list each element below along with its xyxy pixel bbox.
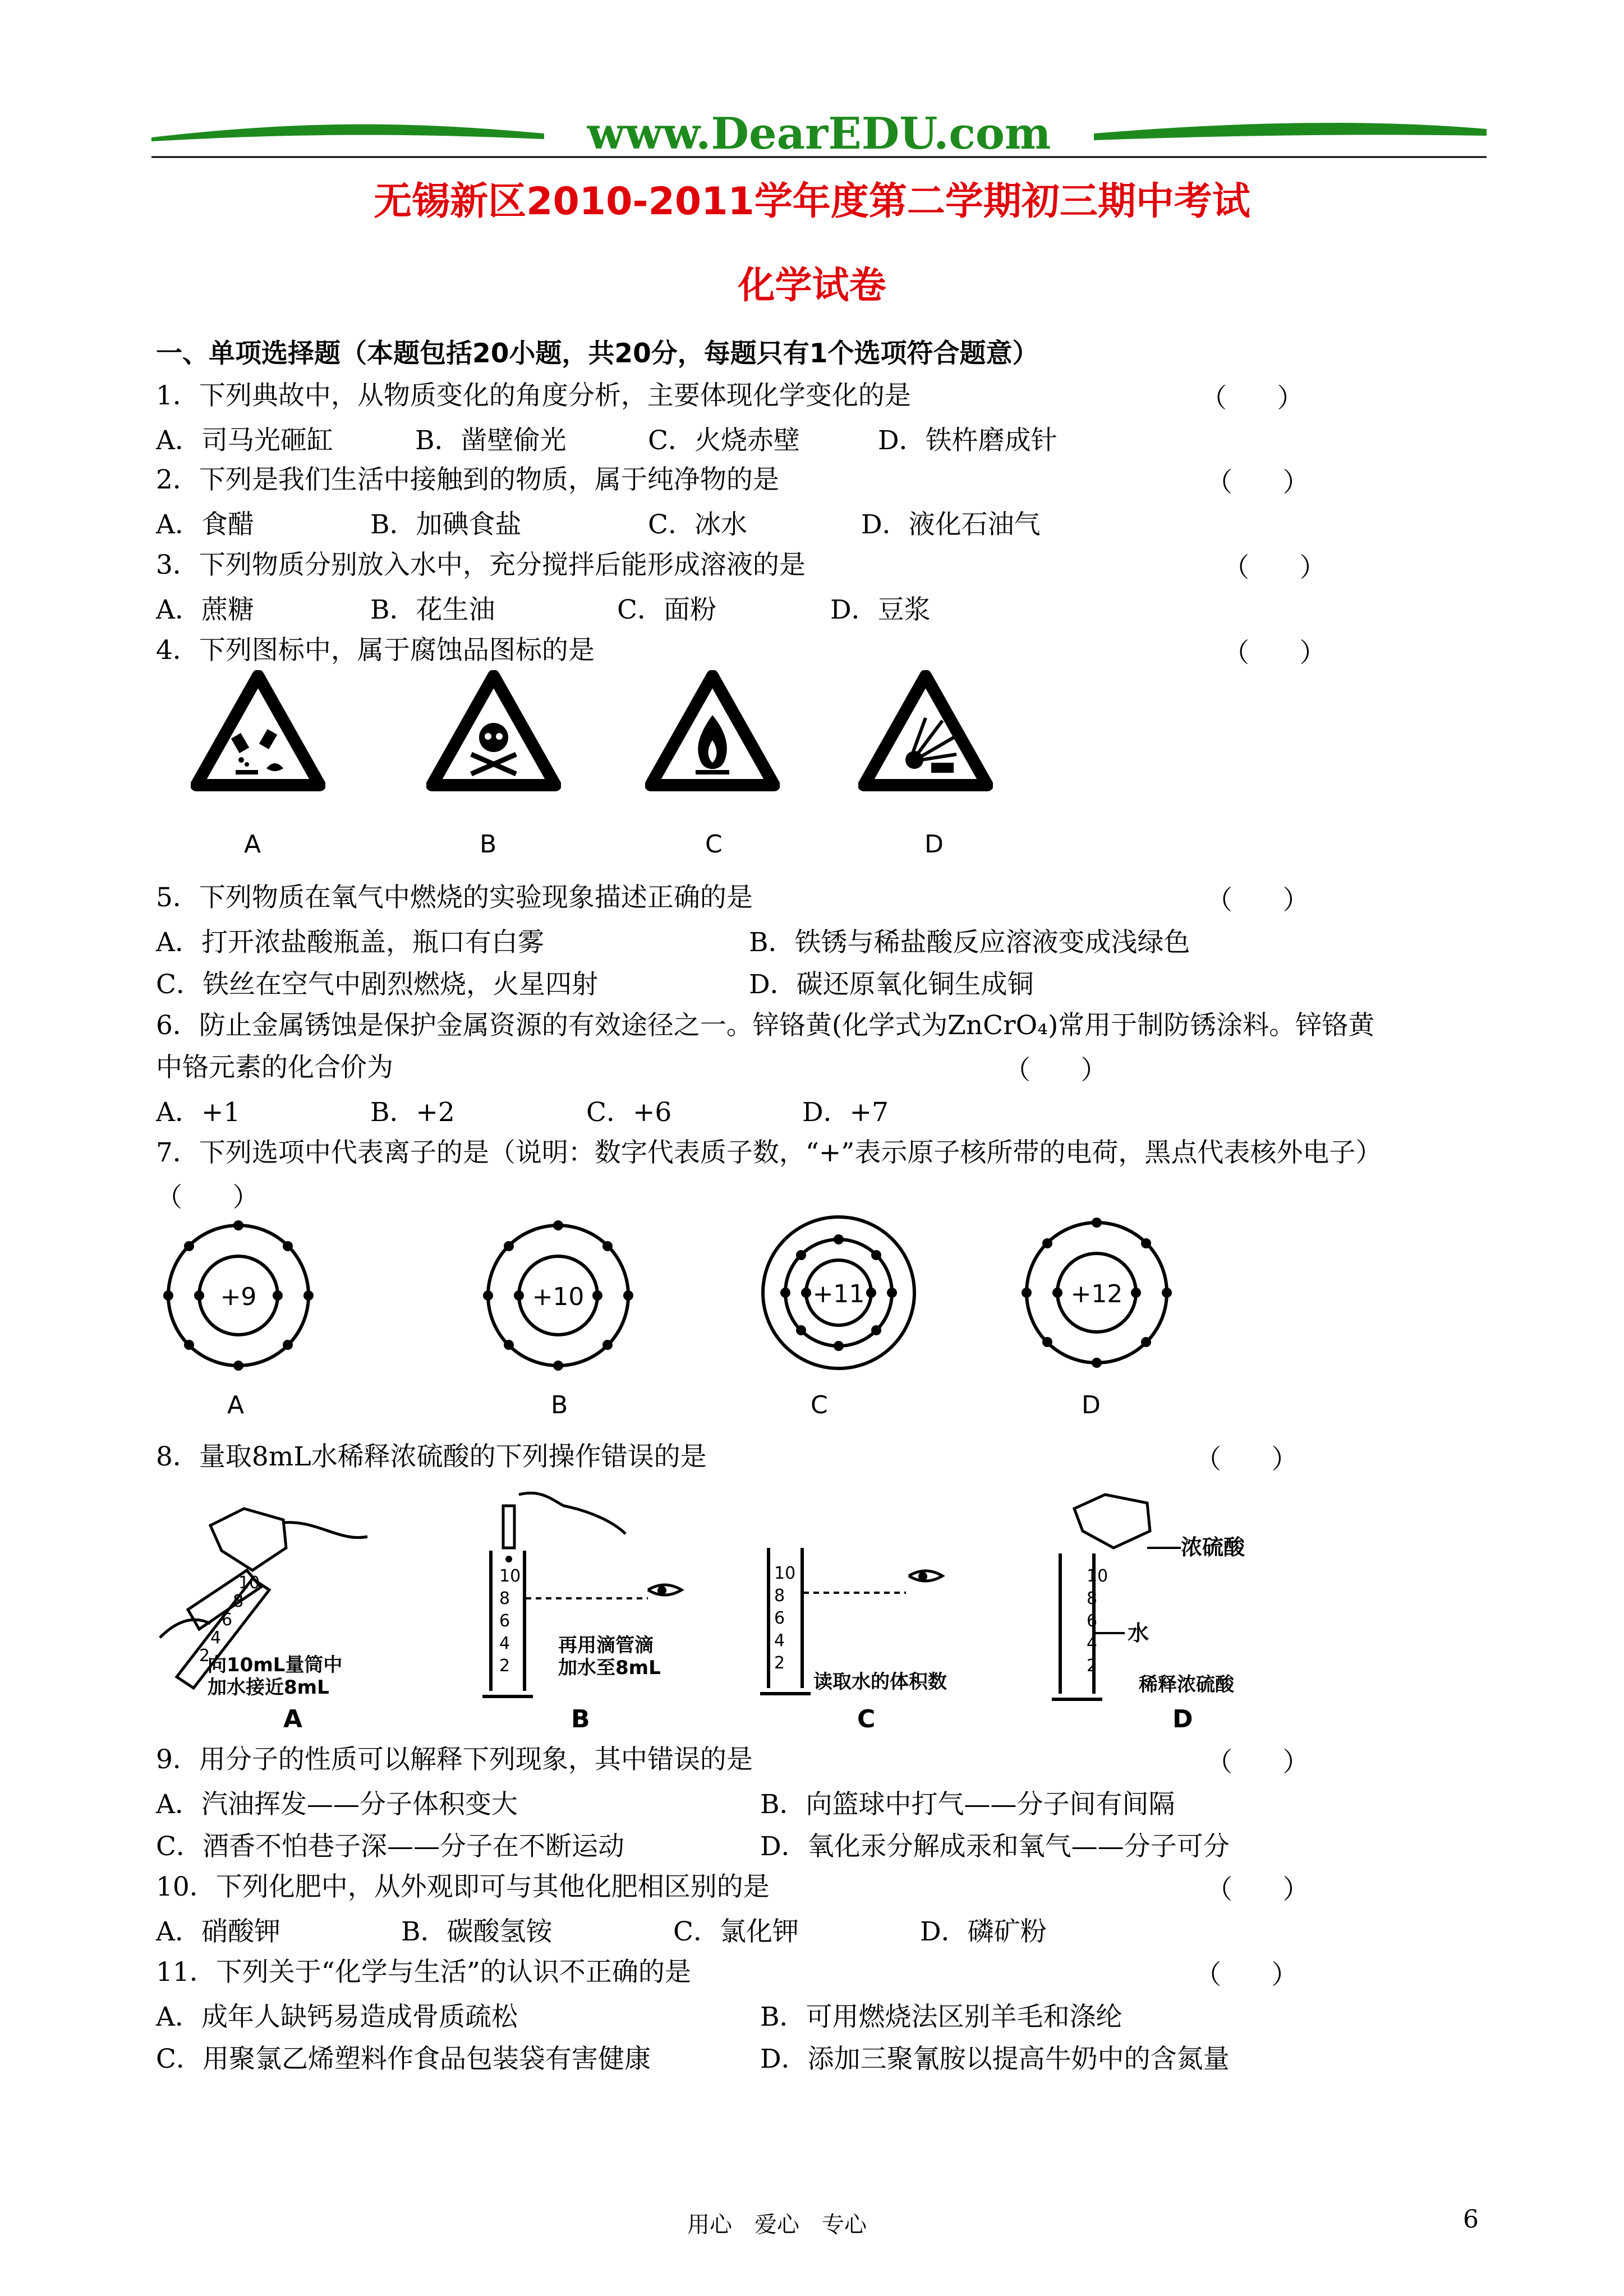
exam-subtitle: 化学试卷 <box>738 264 886 307</box>
measuring-cylinder-pour-figure <box>154 1492 390 1699</box>
q11-option-d: D．添加三聚氰胺以提高牛奶中的含氮量 <box>760 2044 1230 2074</box>
corrosive-sign <box>191 670 325 794</box>
fig-a-tick-8: 8 <box>233 1592 244 1611</box>
q10-stem: 10．下列化肥中，从外观即可与其他化肥相区别的是 <box>156 1871 770 1902</box>
q7-answer-blank: （ ） <box>156 1182 259 1213</box>
q1-option-d: D．铁杵磨成针 <box>878 425 1057 456</box>
q3-option-c: C．面粉 <box>617 594 716 625</box>
fig-b-tick-10: 10 <box>499 1566 521 1586</box>
q9-option-d: D．氧化汞分解成汞和氧气——分子可分 <box>760 1831 1230 1862</box>
q3-option-a: A．蔗糖 <box>156 594 254 625</box>
fig-b-tick-4: 4 <box>499 1634 510 1653</box>
fig-d-tick-4: 4 <box>1087 1634 1098 1653</box>
q5-answer-blank: （ ） <box>1206 885 1309 916</box>
q7-label-a: A <box>227 1391 245 1419</box>
ion-diagram-c <box>757 1211 920 1374</box>
exam-title: 无锡新区2010-2011学年度第二学期初三期中考试 <box>374 179 1250 224</box>
q11-option-a: A．成年人缺钙易造成骨质疏松 <box>156 2002 518 2032</box>
footer-slogan: 用心 爱心 专心 <box>687 2212 867 2238</box>
fig-a-tick-6: 6 <box>222 1610 233 1630</box>
q2-option-d: D．液化石油气 <box>861 509 1041 540</box>
read-volume-figure <box>749 1537 984 1702</box>
q11-answer-blank: （ ） <box>1195 1960 1298 1990</box>
q4-answer-blank: （ ） <box>1223 638 1326 668</box>
q2-stem: 2．下列是我们生活中接触到的物质，属于纯净物的是 <box>156 464 779 495</box>
q1-option-a: A．司马光砸缸 <box>156 425 333 456</box>
q8-label-b: B <box>571 1705 590 1733</box>
nucleus-b: +10 <box>532 1283 585 1311</box>
q6-option-d: D．+7 <box>802 1097 889 1128</box>
q10-answer-blank: （ ） <box>1206 1874 1309 1905</box>
q10-option-c: C．氯化钾 <box>673 1916 799 1947</box>
q11-stem: 11．下列关于“化学与生活”的认识不正确的是 <box>156 1957 691 1988</box>
q4-stem: 4．下列图标中，属于腐蚀品图标的是 <box>156 635 595 666</box>
fig-d-tick-8: 8 <box>1087 1589 1098 1608</box>
q11-option-b: B．可用燃烧法区别羊毛和涤纶 <box>760 2002 1122 2032</box>
q4-label-d: D <box>924 830 944 859</box>
q10-option-b: B．碳酸氢铵 <box>401 1916 553 1947</box>
q6-option-c: C．+6 <box>586 1097 672 1128</box>
fig-c-tick-10: 10 <box>774 1564 796 1583</box>
q6-stem-line1: 6．防止金属锈蚀是保护金属资源的有效途径之一。锌铬黄(化学式为ZnCrO₄)常用于制防锈涂料。锌铬黄 <box>156 1010 1375 1041</box>
q8-answer-blank: （ ） <box>1195 1444 1298 1475</box>
q2-option-a: A．食醋 <box>156 509 254 540</box>
q1-answer-blank: （ ） <box>1200 383 1304 414</box>
q8-label-c: C <box>857 1705 876 1733</box>
fig-a-tick-4: 4 <box>210 1628 222 1648</box>
q7-label-c: C <box>811 1391 828 1419</box>
fig-c-caption: 读取水的体积数 <box>813 1671 947 1693</box>
q3-stem: 3．下列物质分别放入水中，充分搅拌后能形成溶液的是 <box>156 550 806 580</box>
explosive-sign <box>858 670 993 794</box>
q5-stem: 5．下列物质在氧气中燃烧的实验现象描述正确的是 <box>156 882 753 913</box>
q3-option-b: B．花生油 <box>370 594 495 625</box>
q10-option-a: A．硝酸钾 <box>156 1916 280 1947</box>
q4-label-b: B <box>480 830 497 859</box>
q11-option-c: C．用聚氯乙烯塑料作食品包装袋有害健康 <box>156 2044 651 2074</box>
q5-option-a: A．打开浓盐酸瓶盖，瓶口有白雾 <box>156 927 544 958</box>
fig-c-tick-6: 6 <box>774 1608 785 1628</box>
ion-diagram-a <box>163 1220 314 1371</box>
q7-label-d: D <box>1082 1391 1101 1419</box>
q6-option-b: B．+2 <box>370 1097 455 1128</box>
dropper-figure <box>480 1489 715 1705</box>
q1-stem: 1．下列典故中，从物质变化的角度分析，主要体现化学变化的是 <box>156 380 911 411</box>
ion-diagram-d <box>1021 1217 1172 1368</box>
q4-label-a: A <box>244 830 261 859</box>
q3-option-d: D．豆浆 <box>830 594 931 625</box>
fig-d-tick-6: 6 <box>1087 1611 1098 1631</box>
q2-option-b: B．加碘食盐 <box>370 509 522 540</box>
ion-diagram-b <box>482 1220 634 1371</box>
page-number: 6 <box>1463 2205 1479 2234</box>
q9-option-b: B．向篮球中打气——分子间有间隔 <box>760 1789 1175 1820</box>
q1-option-c: C．火烧赤壁 <box>648 425 800 456</box>
fig-d-label-acid: 浓硫酸 <box>1181 1535 1245 1560</box>
q3-answer-blank: （ ） <box>1223 552 1326 583</box>
q9-option-c: C．酒香不怕巷子深——分子在不断运动 <box>156 1831 624 1862</box>
toxic-sign <box>426 670 561 794</box>
fig-d-tick-2: 2 <box>1087 1656 1098 1676</box>
q9-stem: 9．用分子的性质可以解释下列现象，其中错误的是 <box>156 1744 753 1775</box>
q2-answer-blank: （ ） <box>1206 467 1309 498</box>
q8-label-d: D <box>1172 1705 1193 1733</box>
fig-b-caption-2: 加水至8mL <box>558 1657 661 1679</box>
fig-c-tick-8: 8 <box>774 1586 785 1606</box>
q8-label-a: A <box>283 1705 303 1733</box>
q5-option-d: D．碳还原氧化铜生成铜 <box>749 969 1034 1000</box>
fig-a-caption-1: 向10mL量筒中 <box>208 1654 343 1676</box>
q9-answer-blank: （ ） <box>1206 1747 1309 1778</box>
q7-label-b: B <box>551 1391 568 1419</box>
q5-option-c: C．铁丝在空气中剧烈燃烧，火星四射 <box>156 969 598 1000</box>
fig-a-tick-2: 2 <box>199 1646 210 1666</box>
q8-stem: 8．量取8mL水稀释浓硫酸的下列操作错误的是 <box>156 1441 707 1472</box>
fig-d-tick-10: 10 <box>1087 1566 1108 1586</box>
q9-option-a: A．汽油挥发——分子体积变大 <box>156 1789 518 1820</box>
nucleus-a: +9 <box>220 1283 257 1311</box>
q2-option-c: C．冰水 <box>648 509 747 540</box>
fig-b-tick-8: 8 <box>499 1589 510 1608</box>
site-banner <box>151 107 1487 168</box>
nucleus-c: +11 <box>812 1280 865 1308</box>
fig-d-caption: 稀释浓硫酸 <box>1139 1673 1234 1696</box>
fig-c-tick-4: 4 <box>774 1631 785 1650</box>
fig-c-tick-2: 2 <box>774 1653 785 1673</box>
fig-b-tick-6: 6 <box>499 1611 510 1631</box>
nucleus-d: +12 <box>1070 1280 1123 1308</box>
q5-option-b: B．铁锈与稀盐酸反应溶液变成浅绿色 <box>749 927 1190 958</box>
q6-stem-line2: 中铬元素的化合价为 <box>156 1052 393 1083</box>
fig-b-tick-2: 2 <box>499 1656 510 1676</box>
q6-answer-blank: （ ） <box>1004 1055 1107 1086</box>
flammable-sign <box>645 670 780 794</box>
q4-label-c: C <box>705 830 723 859</box>
q10-option-d: D．磷矿粉 <box>920 1916 1047 1947</box>
q1-option-b: B．凿壁偷光 <box>415 425 567 456</box>
fig-a-caption-2: 加水接近8mL <box>208 1676 329 1699</box>
fig-d-label-water: 水 <box>1128 1621 1149 1645</box>
q7-stem-line1: 7．下列选项中代表离子的是（说明：数字代表质子数，“+”表示原子核所带的电荷，黑点代表核外电子） <box>156 1137 1382 1168</box>
q6-option-a: A．+1 <box>156 1097 241 1128</box>
site-banner-text: www.DearEDU.com <box>587 108 1051 159</box>
fig-a-tick-10: 10 <box>238 1573 260 1593</box>
section-heading: 一、单项选择题（本题包括20小题，共20分，每题只有1个选项符合题意） <box>156 338 1039 369</box>
dilute-acid-figure <box>1052 1492 1299 1702</box>
fig-b-caption-1: 再用滴管滴 <box>558 1634 654 1657</box>
